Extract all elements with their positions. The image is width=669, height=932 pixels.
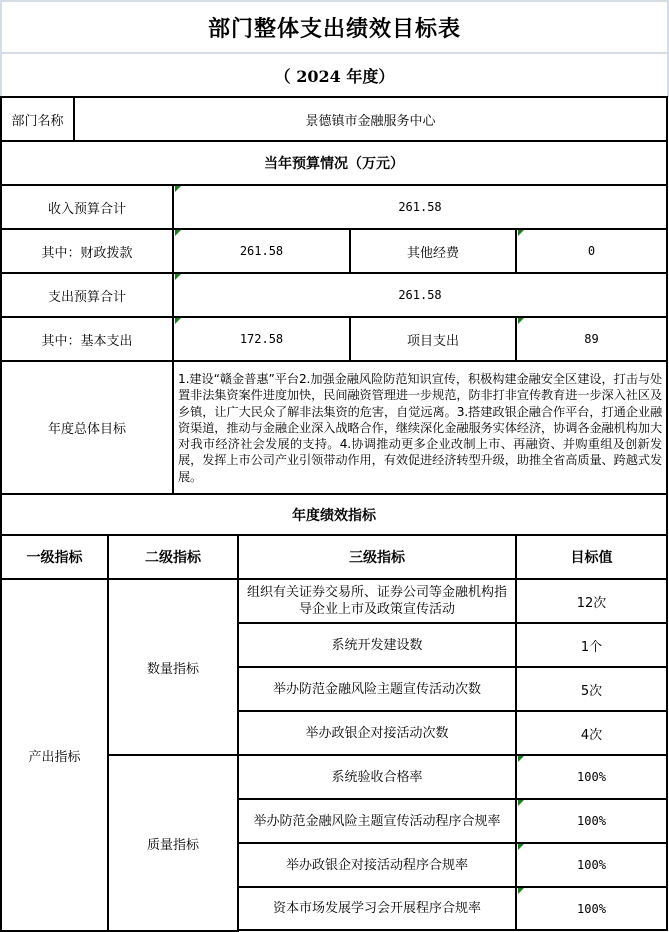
target-value: 100% [515, 842, 668, 888]
target-value: 4次 [515, 710, 668, 756]
basic-expense-label: 其中：基本支出 [0, 316, 174, 362]
metric-row: 系统验收合格率 [237, 754, 517, 800]
metric-row: 举办防范金融风险主题宣传活动程序合规率 [237, 798, 517, 844]
target-value: 1个 [515, 622, 668, 668]
project-expense-value: 89 [515, 316, 668, 362]
fiscal-appropriation-value: 261.58 [172, 228, 351, 274]
annual-goal-label: 年度总体目标 [0, 360, 174, 495]
department-label: 部门名称 [0, 96, 75, 142]
metric-row: 举办防范金融风险主题宣传活动次数 [237, 666, 517, 712]
level1-output: 产出指标 [0, 578, 109, 932]
target-value: 100% [515, 886, 668, 931]
target-value: 5次 [515, 666, 668, 712]
header-target: 目标值 [515, 534, 668, 580]
performance-section-title: 年度绩效指标 [0, 493, 668, 536]
income-total-label: 收入预算合计 [0, 184, 174, 230]
fiscal-appropriation-label: 其中：财政拨款 [0, 228, 174, 274]
project-expense-label: 项目支出 [349, 316, 517, 362]
budget-section-title: 当年预算情况（万元） [0, 140, 668, 186]
header-level2: 二级指标 [107, 534, 239, 580]
fiscal-year: （ 2024 年度） [274, 67, 395, 86]
target-value: 100% [515, 798, 668, 844]
target-value: 100% [515, 754, 668, 800]
metric-row: 举办政银企对接活动程序合规率 [237, 842, 517, 888]
income-total-value: 261.58 [172, 184, 668, 230]
department-value: 景德镇市金融服务中心 [73, 96, 668, 142]
other-funds-value: 0 [515, 228, 668, 274]
target-value: 12次 [515, 578, 668, 624]
expense-total-value: 261.58 [172, 272, 668, 318]
metric-row: 举办政银企对接活动次数 [237, 710, 517, 756]
metric-row: 组织有关证券交易所、证券公司等金融机构指导企业上市及政策宣传活动 [237, 578, 517, 624]
other-funds-label: 其他经费 [349, 228, 517, 274]
page-title: 部门整体支出绩效目标表 [207, 15, 461, 42]
expense-total-label: 支出预算合计 [0, 272, 174, 318]
header-level1: 一级指标 [0, 534, 109, 580]
metric-row: 资本市场发展学习会开展程序合规率 [237, 886, 517, 931]
basic-expense-value: 172.58 [172, 316, 351, 362]
header-level3: 三级指标 [237, 534, 517, 580]
level2-quantity: 数量指标 [107, 578, 239, 756]
level2-quality: 质量指标 [107, 754, 239, 932]
metric-row: 系统开发建设数 [237, 622, 517, 668]
annual-goal-text: 1.建设“赣金普惠”平台2.加强金融风险防范知识宣传，积极构建金融安全区建设，打击与处置非法集资案件进度加快，民间融资管理进一步规范，防非打非宣传教育进一步深入社区及乡镇，让广大民众了解非法集资的危害，自觉远离。3.搭建政银企融合作平台，打通企业融资渠道，推动与金融企业深入战略合作，继续深化金融服务实体经济，协调各金融机构加大对我市经济社会发展的支持。4.协调推动更多企业改制上市、再融资、并购重组及创新发展，发挥上市公司产业引领带动作用，有效促进经济转型升级，助推全省高质量、跨越式发展。 [172, 360, 668, 495]
